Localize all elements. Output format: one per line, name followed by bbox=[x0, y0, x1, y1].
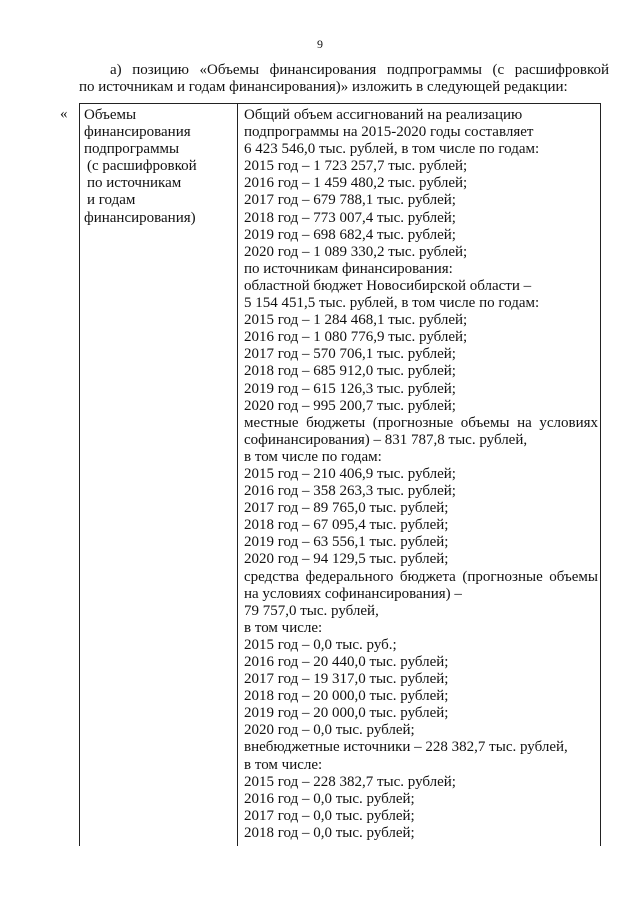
label-line: финансирования) bbox=[84, 209, 196, 226]
value-line: 2020 год – 995 200,7 тыс. рублей; bbox=[244, 397, 456, 414]
financing-table bbox=[79, 103, 601, 846]
value-line: 2019 год – 615 126,3 тыс. рублей; bbox=[244, 380, 456, 397]
value-line: 2017 год – 679 788,1 тыс. рублей; bbox=[244, 192, 456, 209]
value-line: 2015 год – 1 284 468,1 тыс. рублей; bbox=[244, 312, 468, 329]
value-line: 2017 год – 0,0 тыс. рублей; bbox=[244, 807, 415, 824]
value-line: по источникам финансирования: bbox=[244, 260, 453, 277]
label-line: (с расшифровкой bbox=[87, 158, 197, 175]
value-line: 2020 год – 0,0 тыс. рублей; bbox=[244, 722, 415, 739]
column-divider bbox=[237, 104, 238, 846]
value-line: 6 423 546,0 тыс. рублей, в том числе по годам: bbox=[244, 141, 540, 158]
label-line: и годам bbox=[87, 192, 136, 209]
value-line: 2017 год – 89 765,0 тыс. рублей; bbox=[244, 500, 449, 517]
value-line: в том числе: bbox=[244, 756, 323, 773]
value-line: 2018 год – 685 912,0 тыс. рублей; bbox=[244, 363, 456, 380]
label-line: подпрограммы bbox=[84, 141, 180, 158]
table-label-cell bbox=[84, 107, 234, 227]
opening-quote-mark: « bbox=[60, 106, 68, 122]
value-line: 2016 год – 1 080 776,9 тыс. рублей; bbox=[244, 329, 468, 346]
value-line: подпрограммы на 2015-2020 годы составляет bbox=[244, 124, 534, 141]
value-line: 2018 год – 0,0 тыс. рублей; bbox=[244, 824, 415, 841]
value-line: 2016 год – 0,0 тыс. рублей; bbox=[244, 790, 415, 807]
value-line: 5 154 451,5 тыс. рублей, в том числе по годам: bbox=[244, 295, 540, 312]
value-line: областной бюджет Новосибирской области – bbox=[244, 277, 532, 294]
value-line: 2018 год – 67 095,4 тыс. рублей; bbox=[244, 517, 449, 534]
value-line: 2015 год – 1 723 257,7 тыс. рублей; bbox=[244, 158, 468, 175]
label-line: по источникам bbox=[87, 175, 182, 192]
value-line: 2020 год – 94 129,5 тыс. рублей; bbox=[244, 551, 449, 568]
value-line: 2015 год – 228 382,7 тыс. рублей; bbox=[244, 773, 456, 790]
value-line: 2016 год – 20 440,0 тыс. рублей; bbox=[244, 654, 449, 670]
value-line: в том числе по годам: bbox=[244, 448, 382, 465]
label-line: финансирования bbox=[84, 124, 191, 141]
value-line: 2017 год – 19 317,0 тыс. рублей; bbox=[244, 671, 449, 688]
intro-paragraph bbox=[79, 62, 609, 96]
label-line: Объемы bbox=[84, 107, 137, 123]
value-line: 2016 год – 1 459 480,2 тыс. рублей; bbox=[244, 175, 468, 192]
value-line: 2016 год – 358 263,3 тыс. рублей; bbox=[244, 483, 456, 500]
value-line: 79 757,0 тыс. рублей, bbox=[244, 602, 379, 619]
page-number: 9 bbox=[317, 37, 323, 51]
value-line: 2018 год – 20 000,0 тыс. рублей; bbox=[244, 688, 449, 705]
value-line: 2015 год – 0,0 тыс. руб.; bbox=[244, 636, 397, 653]
value-line: Общий объем ассигнований на реализацию bbox=[244, 107, 523, 123]
value-line: 2015 год – 210 406,9 тыс. рублей; bbox=[244, 465, 456, 482]
value-line: в том числе: bbox=[244, 619, 323, 636]
value-line: 2019 год – 20 000,0 тыс. рублей; bbox=[244, 705, 449, 722]
value-line: 2019 год – 698 682,4 тыс. рублей; bbox=[244, 226, 456, 243]
value-line: местные бюджеты (прогнозные объемы на условиях bbox=[244, 414, 598, 431]
value-line: 2017 год – 570 706,1 тыс. рублей; bbox=[244, 346, 456, 363]
value-line: средства федерального бюджета (прогнозные объемы bbox=[244, 568, 598, 585]
value-line: 2018 год – 773 007,4 тыс. рублей; bbox=[244, 209, 456, 226]
value-line: на условиях софинансирования) – bbox=[244, 585, 462, 602]
intro-line-2: по источникам и годам финансирования)» изложить в следующей редакции: bbox=[79, 79, 568, 95]
value-line: 2019 год – 63 556,1 тыс. рублей; bbox=[244, 534, 449, 551]
value-line: 2020 год – 1 089 330,2 тыс. рублей; bbox=[244, 243, 468, 260]
value-line: софинансирования) – 831 787,8 тыс. рублей, bbox=[244, 431, 528, 448]
table-value-cell bbox=[244, 107, 598, 842]
value-line: внебюджетные источники – 228 382,7 тыс. рублей, bbox=[244, 739, 568, 756]
intro-line-1: а) позицию «Объемы финансирования подпрограммы (с расшифровкой bbox=[110, 62, 609, 78]
